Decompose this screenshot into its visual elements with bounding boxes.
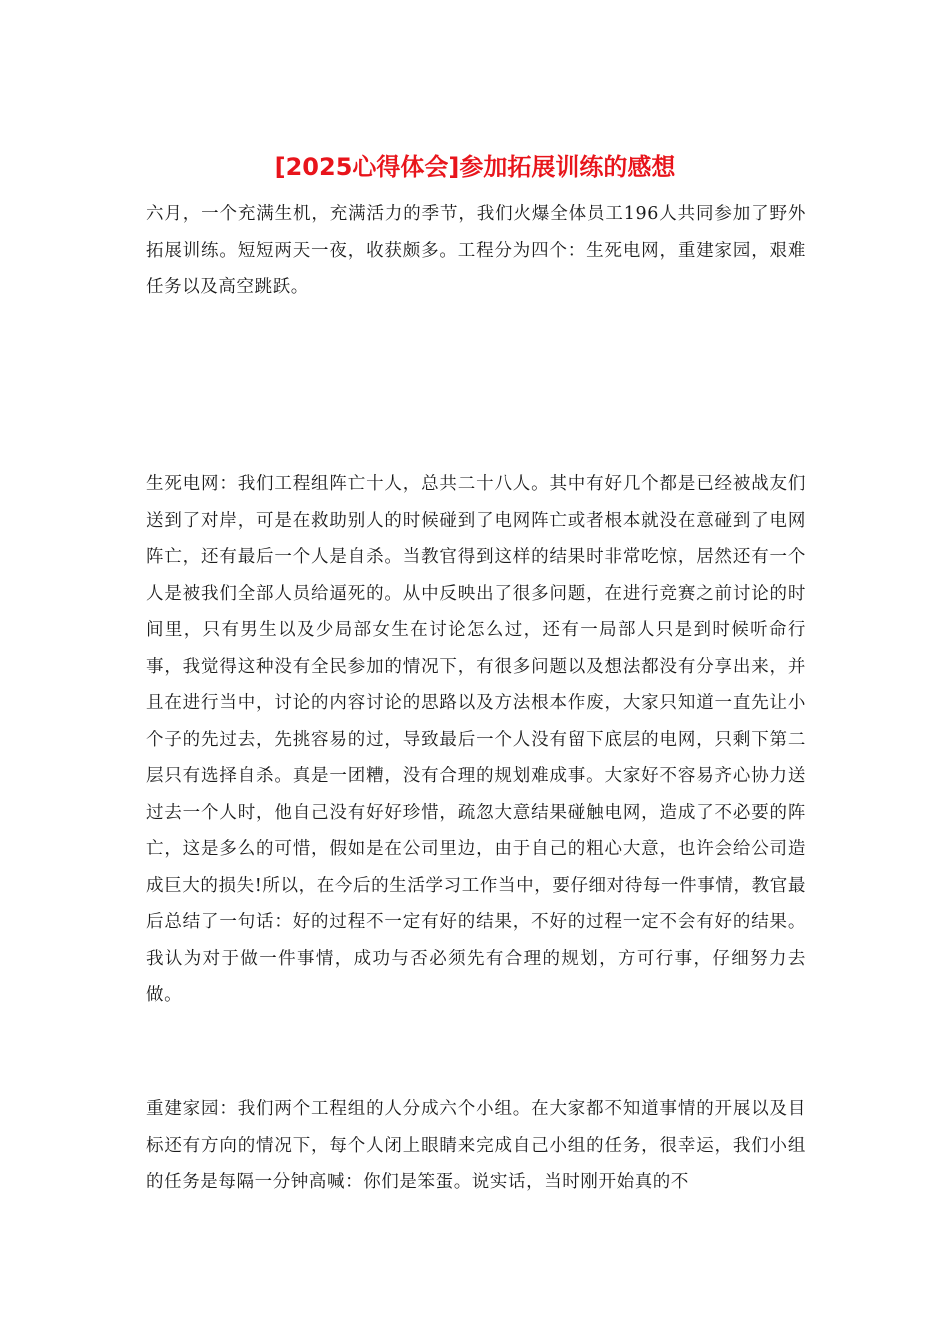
paragraph-intro: 六月，一个充满生机，充满活力的季节，我们火爆全体员工196人共同参加了野外拓展训练。短短两天一夜，收获颇多。工程分为四个：生死电网，重建家园，艰难任务以及高空跳跃。 bbox=[146, 204, 806, 297]
paragraph-rebuild-home: 重建家园：我们两个工程组的人分成六个小组。在大家都不知道事情的开展以及目标还有方向的情况下，每个人闭上眼睛来完成自己小组的任务，很幸运，我们小组的任务是每隔一分钟高喊：你们是笨蛋。说实话，当时刚开始真的不 bbox=[146, 1099, 806, 1192]
paragraph-electric-net: 生死电网：我们工程组阵亡十人，总共二十八人。其中有好几个都是已经被战友们送到了对岸，可是在救助别人的时候碰到了电网阵亡或者根本就没在意碰到了电网阵亡，还有最后一个人是自杀。当教官得到这样的结果时非常吃惊，居然还有一个人是被我们全部人员给逼死的。从中反映出了很多问题，在进行竞赛之前讨论的时间里，只有男生以及少局部女生在讨论怎么过，还有一局部人只是到时候听命行事，我觉得这种没有全民参加的情况下，有很多问题以及想法都没有分享出来，并且在进行当中，讨论的内容讨论的思路以及方法根本作废，大家只知道一直先让小个子的先过去，先挑容易的过，导致最后一个人没有留下底层的电网，只剩下第二层只有选择自杀。真是一团糟，没有合理的规划难成事。大家好不容易齐心协力送过去一个人时，他自己没有好好珍惜，疏忽大意结果碰触电网，造成了不必要的阵亡，这是多么的可惜，假如是在公司里边，由于自己的粗心大意，也许会给公司造成巨大的损失!所以，在今后的生活学习工作当中，要仔细对待每一件事情，教官最后总结了一句话：好的过程不一定有好的结果，不好的过程一定不会有好的结果。我认为对于做一件事情，成功与否必须先有合理的规划，方可行事，仔细努力去做。 bbox=[146, 474, 806, 1005]
document-title: [2025心得体会]参加拓展训练的感想 bbox=[274, 153, 676, 181]
